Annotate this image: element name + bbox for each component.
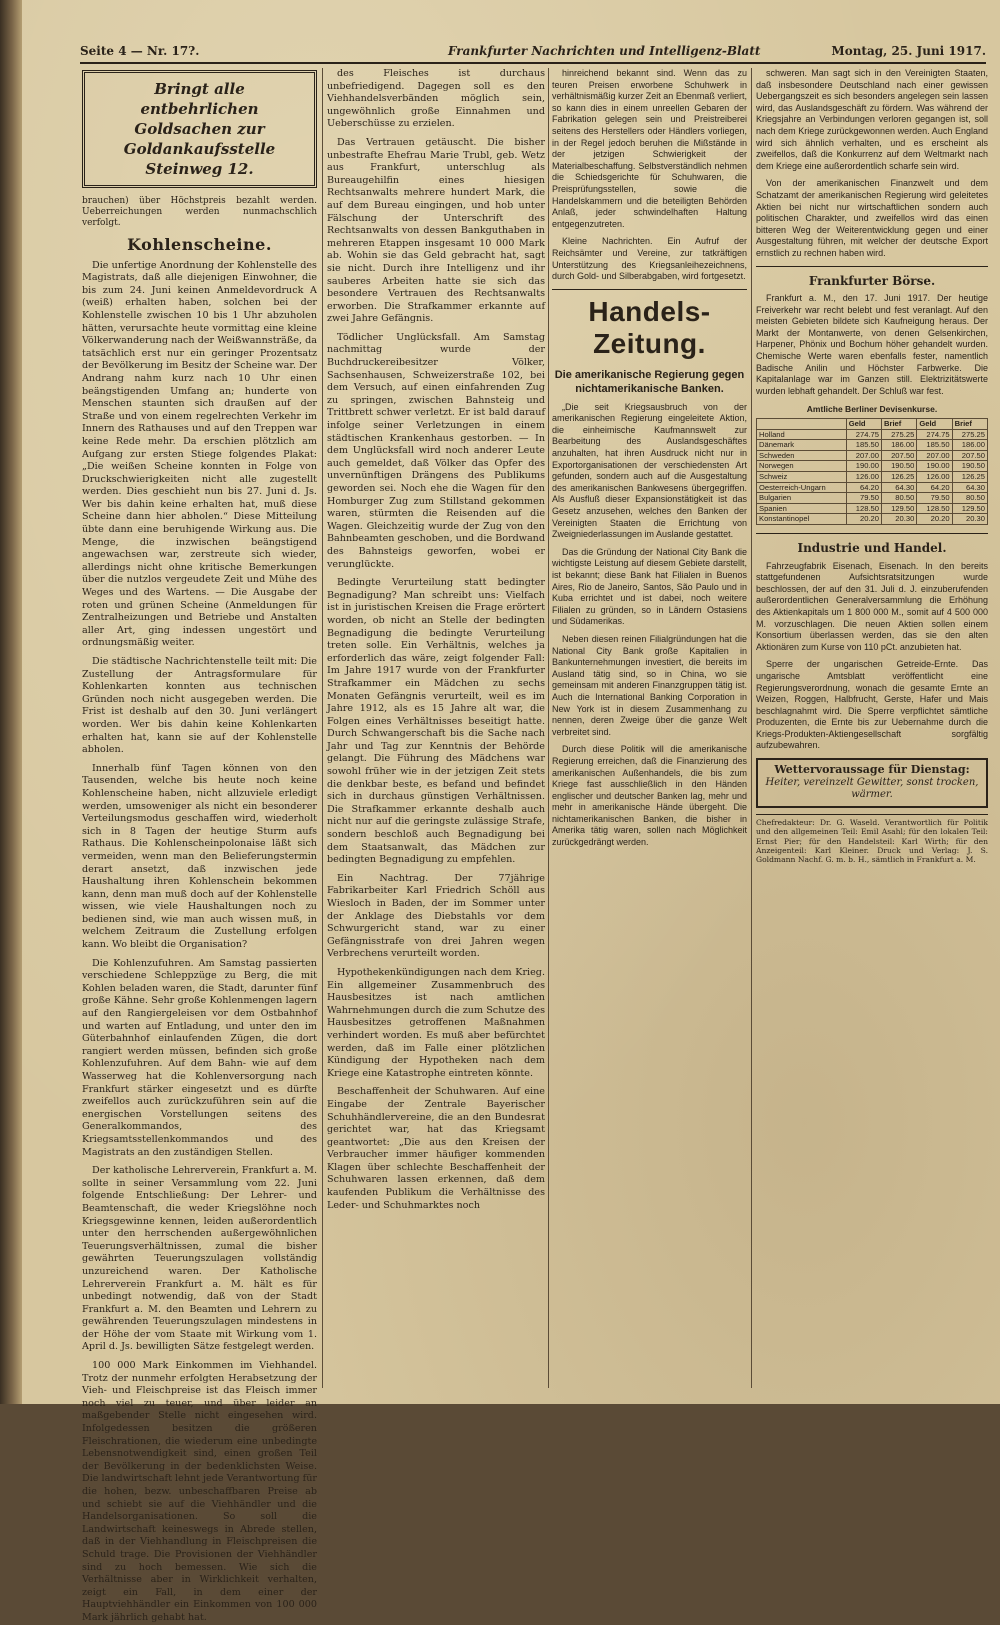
table-cell: Konstantinopel [757, 514, 847, 525]
column-rule [322, 68, 323, 1388]
table-cell: 126.00 [917, 472, 952, 483]
table-cell: 79.50 [846, 493, 881, 504]
weather-text: Heiter, vereinzelt Gewitter, sonst trocken, wärmer. [765, 776, 979, 801]
paragraph: Durch diese Politik will die amerikanische Regierung erreichen, daß die Finanzierung des amerikanischen Außenhandels, die bis zum Kriege fast ausschließlich in den Händen englischer und deutscher Banken lag, mehr und mehr in amerikanische Hände übergeht. Die nichtamerikanischen Banken, die bisher in Amerika tätig waren, sollen nach Möglichkeit zurückgedrängt werden. [552, 744, 747, 848]
table-row [757, 503, 988, 514]
section-divider [552, 289, 747, 290]
table-cell: 207.00 [846, 450, 881, 461]
table-cell: 129.50 [882, 503, 917, 514]
article-title-kohlenscheine: Kohlenscheine. [127, 235, 272, 254]
paragraph: Das Vertrauen getäuscht. Die bisher unbestrafte Ehefrau Marie Trubl, geb. Wetz aus Frankfurt, unterschlug als Bureaugehilfin eines hiesigen Rechtsanwalts mehrere hundert Mark, die auf dem Bureau eingingen, und hob unter Fälschung der Unterschrift des Rechtsanwalts von dessen Bankguthaben in mehreren Etappen insgesamt 10 000 Mark ab. Wohin sie das Geld gebracht hat, sagt sie nicht. Durch ihre Intelligenz und ihr sauberes Arbeiten hatte sie sich das besondere Vertrauen des Rechtsanwalts erworben. Die Strafkammer erkannte auf zwei Jahre Gefängnis. [327, 136, 545, 325]
paragraph: Fahrzeugfabrik Eisenach, Eisenach. In den bereits stattgefundenen Aufsichtsratsitzungen wurde beschlossen, der auf den 31. Juli d. J. einzuberufenden außerordentlichen Generalversammlung die Erhöhung des Aktienkapitals um 1 800 000 M., somit auf 4 500 000 M. vorzuschlagen. Die neuen Aktien sollen einem Konsortium überlassen werden, das sie den alten Aktionären zum Kurse von 110 pCt. anzubieten hat. [756, 560, 988, 652]
table-cell: 186.00 [952, 440, 987, 451]
paragraph: Die städtische Nachrichtenstelle teilt mit: Die Zustellung der Antragsformulare für Kohlenkarten konnten aus technischen Gründen noch nicht ausgegeben werden. Die Frist ist deshalb auf den 30. Juni verlängert worden. Wer bis dahin keine Kohlenkarten erhalten hat, kann sie auf der Kohlenstelle abholen. [82, 656, 317, 756]
weather-title: Wettervoraussage für Dienstag: [774, 763, 970, 777]
paragraph: Ein Nachtrag. Der 77jährige Fabrikarbeiter Karl Friedrich Schöll aus Wiesloch in Baden, der im Sommer unter der Anklage des Diebstahls vor dem Schwurgericht stand, war zu einer Gefängnisstrafe von drei Jahren wegen Verbrechens verurteilt worden. [327, 872, 545, 960]
advert-note: brauchen) über Höchstpreis bezahlt werden. Ueberreichungen werden nunmachschlich verfolgt. [82, 196, 317, 228]
table-cell: 126.25 [882, 472, 917, 483]
exchange-rate-table [756, 403, 988, 525]
header-masthead: Frankfurter Nachrichten und Intelligenz-Blatt [448, 44, 761, 58]
table-cell: 64.20 [846, 482, 881, 493]
table-header-cell: Brief [952, 419, 987, 430]
table-row [757, 429, 988, 440]
table-cell: 274.75 [917, 429, 952, 440]
table-cell: 64.20 [917, 482, 952, 493]
paragraph: Kleine Nachrichten. Ein Aufruf der Reichsämter und Vereine, zur tatkräftigen Unterstützung des Kriegsanleihezeichnens, durch Gold- und Silberabgaben, wird fortgesetzt. [552, 236, 747, 282]
paragraph: Neben diesen reinen Filialgründungen hat die National City Bank große Kapitalien in Bankunternehmungen investiert, die bereits im Ausland tätig sind, so in China, wo sie gemeinsam mit anderen Finanzgruppen tätig ist. Auch die International Banking Corporation in New York ist in diesem Zusammenhang zu nennen, deren Zweige über die ganze Welt verbreitet sind. [552, 633, 747, 737]
table-cell: 207.00 [917, 450, 952, 461]
table-row [757, 514, 988, 525]
paragraph: Bedingte Verurteilung statt bedingter Begnadigung? Man schreibt uns: Vielfach ist in juristischen Kreisen die Frage erörtert worden, ob nicht an Stelle der bedingten Begnadigung die bedingte Verurteilung treten solle. Ein Verhältnis, welches ja erforderlich das wäre, zeigt folgender Fall: Im Jahre 1917 wurde von der Frankfurter Strafkammer ein Mädchen zu sechs Monaten Gefängnis verurteilt, weil es im Jahre 1912, als es 15 Jahre alt war, die Folgen eines Verhältnisses beseitigt hatte. Durch Schwangerschaft bis die Sache nach Jahr und Tag zur Kenntnis der Behörde gelangt. Die Führung des Mädchens war sowohl früher wie in der jetzigen Zeit stets die denkbar beste, es befand und befindet sich in durchaus günstigen Verhältnissen. Die Strafkammer erkannte deshalb auch nicht nur auf die geringste zulässige Strafe, sondern beschloß auch Begnadigung bei dem Staatsanwalt, das Mädchen zur bedingten Begnadigung zu empfehlen. [327, 577, 545, 866]
table-row [757, 493, 988, 504]
table-cell: 275.25 [952, 429, 987, 440]
table-cell: 20.20 [846, 514, 881, 525]
table-cell: Holland [757, 429, 847, 440]
newspaper-page [22, 0, 1000, 1623]
paragraph: Innerhalb fünf Tagen können von den Tausenden, welche bis heute noch keine Kohlenscheine haben, nicht allzuviele erledigt werden, umsoweniger als nicht ein besonderer Verteilungsmodus geschaffen wird, wiederholt sich in 8 Tagen der heutige Sturm aufs Rathaus. Die Kohlenscheinpolonaise läßt sich vermeiden, wenn man den Belieferungstermin derart ansetzt, daß inzwischen jede Haushaltung ihren Kohlenschein bekommen kann, denn man muß doch auf der Kohlenstelle wissen, wie viele Haushaltungen noch zu bedienen sind, wie man auch wissen muß, in welchem Zeitraum die Zustellung erfolgen kann. Wo bleibt die Organisation? [82, 762, 317, 951]
paragraph: hinreichend bekannt sind. Wenn das zu teuren Preisen erworbene Schuhwerk in verhältnismäßig kurzer Zeit an Ebenmaß verliert, so kann dies in einem unreellen Gebaren der Fabrikation gelegen sein und Preistreiberei seitens des Herstellers oder Händlers vorliegen, in der Regel jedoch beruhen die Mißstände in der jetzigen Schwierigkeit der Materialbeschaffung. Selbstverständlich nehmen die Schiedsgerichte für Schuhwaren, die Preisprüfungsstellen, sowie die Handelskammern und die beteiligten Behörden Anlaß, jeder schwindelhaften Haltung entgegenzutreten. [552, 68, 747, 229]
table-cell: 20.30 [952, 514, 987, 525]
table-cell: 275.25 [882, 429, 917, 440]
section-divider [756, 533, 988, 534]
column-1 [82, 68, 317, 1623]
table-cell: Bulgarien [757, 493, 847, 504]
table-header-cell: Geld [846, 419, 881, 430]
header-date: Montag, 25. Juni 1917. [831, 44, 986, 58]
table-header-cell: Brief [882, 419, 917, 430]
header-page-number: Seite 4 — Nr. 17?. [80, 44, 200, 58]
table-cell: 79.50 [917, 493, 952, 504]
table-cell: Schweiz [757, 472, 847, 483]
paragraph: Frankfurt a. M., den 17. Juni 1917. Der heutige Freiverkehr war recht belebt und fest veranlagt. Auf den meisten Gebieten bildete sich Kaufneigung heraus. Der Markt der Montanwerte, von denen Gelsenkirchen, Harpener, Phönix und Bochum höher gehandelt wurden. Chemische Werte waren ebenfalls fester, namentlich Badische Anilin und Höchster Farbwerke. Die Kapitalanlage war im Ganzen still. Elektrizitätswerte wurden lebhaft gehandelt. Der Schluß war fest. [756, 293, 988, 396]
article-subtitle: Die amerikanische Regierung gegen nichtamerikanische Banken. [554, 368, 745, 395]
column-rule [751, 68, 752, 1388]
table-cell: Spanien [757, 503, 847, 514]
table-cell: 274.75 [846, 429, 881, 440]
paragraph: Beschaffenheit der Schuhwaren. Auf eine Eingabe der Zentrale Bayerischer Schuhhändlervereine, die an den Bundesrat gerichtet war, hat das Kriegsamt geantwortet: „Die aus den Kreisen der Verbraucher immer häufiger kommenden Klagen über schlechte Beschaffenheit der Schuhwaren lassen erkennen, daß dem kaufenden Publikum die Verhältnisse des Leder- und Schuhmarktes noch [327, 1086, 545, 1211]
table-cell: 80.50 [882, 493, 917, 504]
paragraph: Tödlicher Unglücksfall. Am Samstag nachmittag wurde der Buchdruckereibesitzer Völker, Sachsenhausen, Schweizerstraße 102, bei dem Versuch, auf einen einfahrenden Zug zu springen, zwischen Bahnsteig und Trittbrett schwer verletzt. Er ist bald darauf infolge seiner Verletzungen in einem städtischen Krankenhaus gestorben. — In dem Unglücksfall wird noch anderer Leute auch gemeldet, daß Völker das Opfer des unvernünftigen Drängens des Publikums geworden sei. Noch ehe die Wagen für den Homburger Zug zum Stillstand gekommen waren, stürmten die Reisenden auf die Wagen. Gleichzeitig wurde der Zug von den Bahnbeamten geschoben, und die Bordwand des Bahnsteigs geworfen, wobei er verunglückte. [327, 331, 545, 570]
paragraph: Von der amerikanischen Finanzwelt und dem Schatzamt der amerikanischen Regierung wird geleitetes Aktien bei nicht nur wirtschaftlichen sondern auch politischen Charakter, und zweifellos wird das einen bitteren Weg der Weiterentwicklung gegen und einer Ausgestaltung führen, mit welcher der deutsche Export ernstlich zu rechnen haben wird. [756, 178, 988, 258]
table-cell: 207.50 [952, 450, 987, 461]
table-cell: 126.00 [846, 472, 881, 483]
table-cell: 64.30 [882, 482, 917, 493]
table-cell: 20.20 [917, 514, 952, 525]
table-header-row [757, 419, 988, 430]
table-cell: 207.50 [882, 450, 917, 461]
column-4 [756, 68, 988, 1388]
table-cell: 185.50 [846, 440, 881, 451]
table-cell: 126.25 [952, 472, 987, 483]
table-cell: 185.50 [917, 440, 952, 451]
table-cell: 190.00 [846, 461, 881, 472]
table-row [757, 440, 988, 451]
paragraph: schweren. Man sagt sich in den Vereinigten Staaten, daß insbesondere Deutschland nach einer gewissen Uebergangszeit es sich besonders angelegen sein lassen wird, das Auslandsgeschäft zu fördern. Was während der Kriegsjahre an Verbindungen verloren gegangen ist, soll nach dem Kriege zurückgewonnen werden. Auch England wird sich ähnlich verhalten, und es erscheint als zweifellos, daß die Konkurrenz auf dem Weltmarkt nach dem Kriege eine außerordentlich scharfe sein wird. [756, 68, 988, 171]
table-cell: 128.50 [917, 503, 952, 514]
section-title-industrie: Industrie und Handel. [797, 540, 947, 555]
paragraph: Die unfertige Anordnung der Kohlenstelle des Magistrats, daß alle diejenigen Einwohner, die bis zum 24. Juni keinen Anmeldevordruck A (weiß) erhalten haben, solchen bei der Kohlenstelle zwischen 10 bis 1 Uhr abzuholen hätten, verursachte heute vormittag eine kleine Völkerwanderung nach der Weißwannsträße, da tatsächlich erst nur ein geringer Prozentsatz der Bevölkerung im Besitz der Scheine war. Der Andrang nahm kurz nach 10 Uhr einen beängstigenden Umfang an; hunderte von Menschen staunten sich draußen auf der Straße und von einem regelrechten Verkehr im Innern des Rathauses und auf den Treppen war keine Rede mehr. Da erschien plötzlich am Aufgang zur ersten Stiege folgendes Plakat: „Die weißen Scheine konnten in Folge von Druckschwierigkeiten nicht alle zugestellt werden. Dies geschieht nun bis 27. Juni d. Js. Wer bis dahin keine erhalten hat, muß diese Scheine dann hier abholen.“ Diese Mitteilung übte dann eine beruhigende Wirkung aus. Die Menge, die inzwischen beängstigend angewachsen war, zerstreute sich wieder, allerdings nicht ohne kritische Bemerkungen über die nutzlos vergeudete Zeit und Mühe des Weges und des Wartens. — Die Ausgabe der roten und grünen Scheine (Anmeldungen für Zentralheizungen und Betriebe und Anstalten aller Art, ging indessen ungestört und ordnungsmäßig weiter. [82, 259, 317, 649]
paragraph: Hypothekenkündigungen nach dem Krieg. Ein allgemeiner Zusammenbruch des Hausbesitzes ist nach amtlichen Wahrnehmungen durch die zum Schutze des Hausbesitzes getroffenen Maßnahmen verhindert worden. Es muß aber befürchtet werden, daß im Falle einer plötzlichen Kündigung der Hypotheken nach dem Kriege eine Katastrophe eintreten könnte. [327, 966, 545, 1079]
table-cell: 80.50 [952, 493, 987, 504]
table-cell: Norwegen [757, 461, 847, 472]
table-row [757, 461, 988, 472]
table-body [757, 429, 988, 524]
table-cell: 186.00 [882, 440, 917, 451]
paragraph: des Fleisches ist durchaus unbefriedigend. Dagegen soll es den Viehhandelsverbänden möglich sein, ungewöhnlich große Einnahmen und Ueberschüsse zu erzielen. [327, 68, 545, 130]
section-title-handels-zeitung: Handels-Zeitung. [588, 295, 711, 359]
table-header-cell: Geld [917, 419, 952, 430]
weather-forecast-box [756, 758, 988, 808]
table-header-cell [757, 419, 847, 430]
column-rule [548, 68, 549, 1388]
book-binding [0, 0, 22, 1404]
paragraph: Das die Gründung der National City Bank die wichtigste Leistung auf diesem Gebiete darstellt, ist bekannt; diese Bank hat Filialen in Buenos Aires, Rio de Janeiro, Santos, São Paulo und in Kuba errichtet und ist dabei, noch weitere Filialen zu gründen, so in Ländern Ostasiens und Südamerikas. [552, 546, 747, 627]
imprint: Chefredakteur: Dr. G. Waseld. Verantwortlich für Politik und den allgemeinen Teil: Emil Asahl; für den lokalen Teil: Ernst Pier; für den Handelsteil: Karl Wirth; für den Anzeigenteil: Karl Kleiner. Druck und Verlag: J. S. Goldmann Nachf. G. m. b. H., sämtlich in Frankfurt a. M. [756, 814, 988, 865]
table-cell: 128.50 [846, 503, 881, 514]
table-caption: Amtliche Berliner Devisenkurse. [806, 404, 938, 415]
table-cell: Dänemark [757, 440, 847, 451]
paragraph: Sperre der ungarischen Getreide-Ernte. Das ungarische Amtsblatt veröffentlicht eine Regierungsverordnung, wonach die gesamte Ernte an Weizen, Roggen, Halbfrucht, Gerste, Hafer und Mais beschlagnahmt wird. Die Sperre verpflichtet sämtliche Produzenten, die Ernte bis zur Uebernahme durch die Kriegs-Produkten-Aktiengesellschaft sorgfältig aufzubewahren. [756, 659, 988, 751]
table-row [757, 472, 988, 483]
table-cell: 64.30 [952, 482, 987, 493]
table-row [757, 450, 988, 461]
column-2 [327, 68, 545, 1388]
table-cell: Schweden [757, 450, 847, 461]
table-cell: 129.50 [952, 503, 987, 514]
paragraph: 100 000 Mark Einkommen im Viehhandel. Trotz der nunmehr erfolgten Herabsetzung der Vieh- und Fleischpreise ist das Fleisch immer noch viel zu teuer, und über leider an maßgebender Stelle nicht eingesehen wird. Infolgedessen besitzen die größeren Fleischrationen, die wiederum eine unbedingte Lebensnotwendigkeit sind, einen großen Teil der Bevölkerung in der bedenklichsten Weise. Die landwirtschaft lehnt jede Verantwortung für die hohen, bezw. unbeschaffbaren Preise ab und schiebt sie auf die Viehhändler und die Handelsorganisationen. So soll die Landwirtschaft keineswegs in Abrede stellen, daß in der Viehhandlung in Fleischpreisen die Schuld trage. Die Provisionen der Viehhändler sind zu hoch bemessen. Wie sich die Verhältnisse aber in Wirklichkeit verhalten, zeigt ein Fall, in dem einer der Hauptviehhändler ein Einkommen von 100 000 Mark jährlich gehabt hat. [82, 1360, 317, 1623]
table-cell: 190.00 [917, 461, 952, 472]
column-3 [552, 68, 747, 1388]
page-header [80, 40, 986, 64]
section-divider [756, 266, 988, 267]
paragraph: „Die seit Kriegsausbruch von der amerikanischen Regierung eingeleitete Aktion, die einheimische Kaufmannswelt zur Bearbeitung des Auslandsgeschäftes anzuhalten, hat ihren Ausdruck nicht nur in Exportorganisationen der verschiedensten Art gefunden, sondern auch auf die Ausgestaltung des amerikanischen Bankwesens übergegriffen. Als Ausfluß dieser Expansionstätigkeit ist das Gesetz anzusehen, welches den Banken der Vereinigten Staaten die Errichtung von Zweigniederlassungen im Auslande gestattet. [552, 401, 747, 540]
section-title-boerse: Frankfurter Börse. [808, 273, 936, 288]
paragraph: Die Kohlenzufuhren. Am Samstag passierten verschiedene Schleppzüge zu Berg, die mit Kohlen beladen waren, die Stadt, darunter fünf große Kähne. Sehr große Kohlenmengen lagern auf den Rangiergeleisen vor dem Ostbahnhof und warten auf Entladung, und unter den im Güterbahnhof einlaufenden Zügen, die dort rangiert werden müssen, befinden sich große Kohlenzufuhren. Auf dem Bahn- wie auf dem Wasserweg hat die Kohlenversorgung nach Frankfurt stärker eingesetzt und es dürfte zweifellos auch zurückzuführen sein auf die energischen Vorstellungen seitens des Generalkommandos, des Kriegsamtsstellenkommandos und des Magistrats an den zuständigen Stellen. [82, 957, 317, 1158]
gold-advert: Bringt alle entbehrlichen Goldsachen zur Goldankaufsstelle Steinweg 12. [82, 70, 317, 188]
table-cell: 190.50 [952, 461, 987, 472]
table-cell: 20.30 [882, 514, 917, 525]
paragraph: Der katholische Lehrerverein, Frankfurt a. M. sollte in seiner Versammlung vom 22. Juni folgende Entschließung: Der Lehrer- und Beamtenschaft, die weder Kriegslöhne noch Kriegsgewinne kennen, leiden außerordentlich unter den herrschenden außergewöhnlichen Teuerungsverhältnissen, zumal die bisher gewährten Teuerungszulagen vollständig unzureichend waren. Der Katholische Lehrerverein Frankfurt a. M. hält es für unbedingt notwendig, daß von der Stadt Frankfurt a. M. den Beamten und Lehrern zu gewährenden Teuerungszulagen mindestens in der Höhe der vom Staate mit Wirkung vom 1. April d. Js. bewilligten Sätze festgelegt werden. [82, 1165, 317, 1353]
table-row [757, 482, 988, 493]
table-cell: 190.50 [882, 461, 917, 472]
table-cell: Oesterreich-Ungarn [757, 482, 847, 493]
